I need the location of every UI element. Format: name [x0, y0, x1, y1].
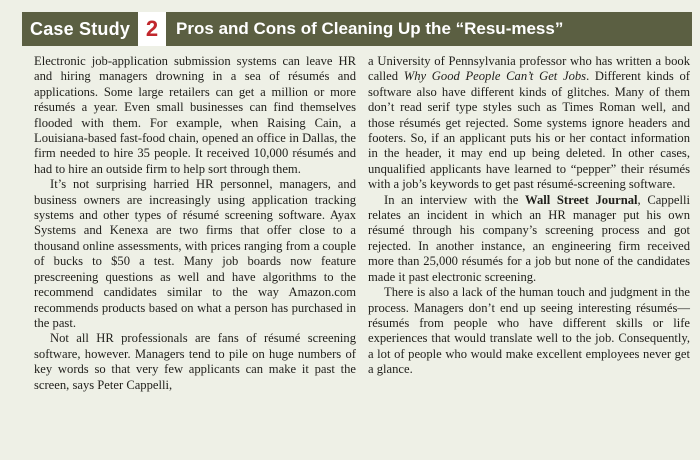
case-study-title: Pros and Cons of Cleaning Up the “Resu-mess” [176, 19, 564, 38]
paragraph: There is also a lack of the human touch and judgment in the process. Managers don’t end up seeing interesting résumés—résumés from people who have different skills or life experiences that would translate well to the job. Consequently, a lot of people who would make excellent employees never get a glance. [368, 285, 690, 377]
paragraph-text: In an interview with the [384, 192, 526, 207]
paragraph: It’s not surprising harried HR personnel, managers, and business owners are increasingly using application tracking systems and other types of résumé screening software. Ayax Systems and Kenexa are two firms that offer close to a thousand online assessments, with prices ranging from a couple of bucks to $50 a test. Many job boards now feature prescreening questions as well and have algorithms to the recommend candidates similar to the way Amazon.com recommends products based on what a person has purchased in the past. [34, 177, 356, 330]
paragraph-text: a University of Pennsylvania professor who has written a book called [368, 54, 690, 84]
right-column [368, 54, 690, 393]
paragraph [368, 54, 690, 193]
left-column [34, 54, 356, 393]
case-study-label: Case Study [30, 18, 131, 39]
paragraph-text: . Different kinds of software also have different kinds of glitches. Many of them don’t read serif type styles such as Times Roman well, and those résumés get rejected. Some systems ignore headers and footers. So, if an applicant puts his or her contact information in the header, it may end up being deleted. In other cases, unqualified applicants have learned to “pepper” their résumés with a job’s keywords to get past résumé-screening software. [368, 69, 690, 192]
paragraph [368, 193, 690, 285]
article-body [34, 54, 694, 393]
paragraph: Electronic job-application submission systems can leave HR and hiring managers drowning in a sea of résumés and applications. Some large retailers can get a million or more résumés a year. Even small businesses can find themselves flooded with them. For example, when Raising Cain, a Louisiana-based fast-food chain, opened an office in Dallas, the firm needed to hire 35 people. It received 10,000 résumés and had to hire an outside firm to help sort through them. [34, 54, 356, 176]
case-study-number: 2 [138, 12, 166, 46]
paragraph: Not all HR professionals are fans of résumé screening software, however. Managers tend to pile on huge numbers of key words so that very few applicants can make it past the screen, says Peter Cappelli, [34, 331, 356, 392]
paragraph-text: , Cappelli relates an incident in which an HR manager put his own résumé through his company’s screening process and got rejected. In another instance, an engineering firm received more than 25,000 résumés for a job but none of the candidates made it past electronic screening. [368, 192, 690, 284]
publication-name: Wall Street Journal [525, 192, 638, 207]
case-study-header [22, 12, 692, 46]
book-title: Why Good People Can’t Get Jobs [403, 69, 587, 84]
